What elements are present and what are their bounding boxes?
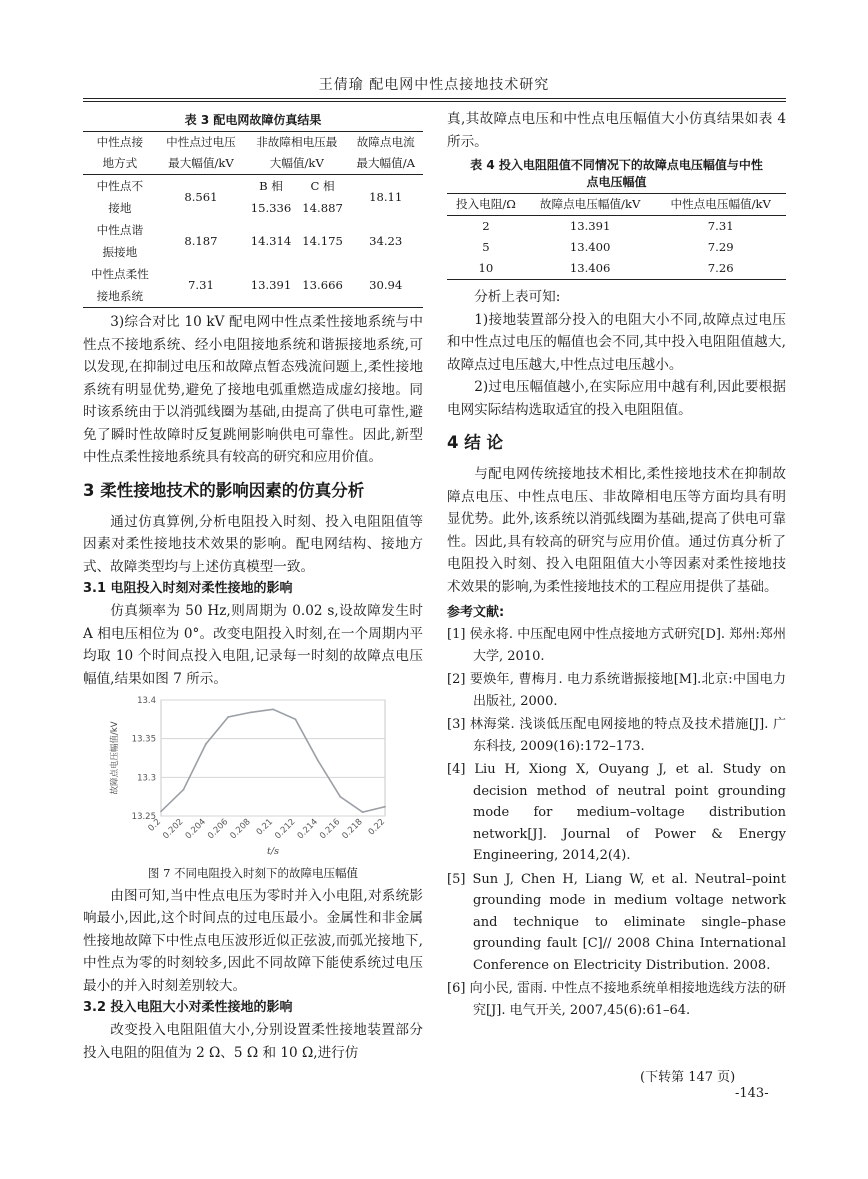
table4-head-np: 中性点电压幅值/kV: [655, 194, 786, 216]
continued-note: (下转第 147 页): [640, 1070, 736, 1085]
y-axis-label: 故障点电压幅值/kV: [110, 721, 120, 795]
data-point: [250, 711, 252, 713]
data-point: [362, 811, 364, 813]
section-3-1-title: 3.1 电阻投入时刻对柔性接地的影响: [83, 581, 293, 596]
left-para-4: 由图可知,当中性点电压为零时并入小电阻,对系统影响最小,因此,这个时间点的过电压最小。金属性和非金属性接地故障下中性点电压波形近似正弦波,而弧光接地下,中性点为零的时刻较多,因此不同故障下能使系统过电压最小的并入时刻差别较大。: [83, 887, 423, 994]
x-tick-label: 0.206: [206, 817, 231, 842]
reference-item: [3] 林海棠. 浅谈低压配电网接地的特点及技术措施[J]. 广东科技, 2009(16):172–173.: [447, 717, 786, 754]
y-tick-label: 13.25: [131, 812, 156, 822]
references-list: [447, 624, 786, 1021]
x-tick-label: 0.202: [161, 817, 186, 842]
left-para-3: 仿真频率为 50 Hz,则周期为 0.02 s,设故障发生时 A 相电压相位为 0°。改变电阻投入时刻,在一个周期内平均取 10 个时间点投入电阻,记录每一时刻的故障点电压幅值,结果如图 7 所示。: [83, 603, 423, 687]
data-point: [384, 806, 386, 808]
table3-head-mode: 中性点接 地方式: [83, 132, 157, 175]
x-tick-label: 0.218: [340, 817, 365, 842]
table3-head-current: 故障点电流 最大幅值/A: [348, 132, 423, 175]
table-row: 10 13.406 7.26: [478, 261, 734, 275]
x-tick-label: 0.22: [366, 817, 388, 838]
data-point: [160, 810, 162, 812]
right-para-d: 与配电网传统接地技术相比,柔性接地技术在抑制故障点电压、中性点电压、非故障相电压等方面均具有明显优势。此外,该系统以消弧线圈为基础,提高了供电可靠性。因此,具有较高的研究与应用价值。通过仿真分析了电阻投入时刻、投入电阻阻值大小等因素对柔性接地技术效果的影响,为柔性接地技术的工程应用提供了基础。: [447, 466, 786, 595]
table-row: 中性点谐 振接地 8.187 14.314 14.175 34.23: [96, 223, 403, 259]
x-tick-label: 0.204: [183, 817, 208, 842]
right-column: [447, 108, 786, 1023]
section-4-title: 4 结 论: [447, 433, 503, 452]
table4-head-r: 投入电阻/Ω: [447, 194, 525, 216]
plot-frame: [161, 700, 385, 816]
left-para-2: 通过仿真算例,分析电阻投入时刻、投入电阻阻值等因素对柔性接地技术效果的影响。配电网结构、接地方式、故障类型均与上述仿真模型一致。: [83, 513, 423, 575]
figure-7-chart: [83, 692, 423, 857]
left-para-1: 3)综合对比 10 kV 配电网中性点柔性接地系统与中性点不接地系统、经小电阻接地系统和谐振接地系统,可以发现,在抑制过电压和故障点暂态残流问题上,柔性接地系统有明显优势,避免了接地电弧重燃造成虚幻接地。同时该系统由于以消弧线圈为基础,由提高了供电可靠性,避免了瞬时性故障时反复跳闸影响供电可靠性。因此,新型中性点柔性接地系统具有较高的研究和应用价值。: [83, 314, 423, 465]
y-tick-label: 13.4: [137, 696, 156, 706]
table3-head-np: 中性点过电压 最大幅值/kV: [157, 132, 245, 175]
x-tick-label: 0.216: [318, 817, 343, 842]
data-point: [227, 716, 229, 718]
x-tick-label: 0.2: [146, 817, 164, 834]
x-tick-label: 0.21: [254, 817, 276, 838]
right-para-b: 1)接地装置部分投入的电阻大小不同,故障点过电压和中性点过电压的幅值也会不同,其中投入电阻阻值越大,故障点过电压越大,中性点过电压越小。: [447, 311, 786, 373]
section-3-2-title: 3.2 投入电阻大小对柔性接地的影响: [83, 1000, 293, 1015]
x-tick-label: 0.212: [273, 817, 298, 842]
table-row: 中性点柔性 接地系统 7.31 13.391 13.666 30.94: [90, 267, 403, 303]
references-title: 参考文献:: [447, 605, 505, 620]
x-tick-label: 0.214: [295, 817, 320, 842]
y-tick-label: 13.35: [131, 734, 156, 745]
section-3-title: 3 柔性接地技术的影响因素的仿真分析: [83, 480, 365, 500]
table4-head-fault: 故障点电压幅值/kV: [525, 194, 656, 216]
x-axis-label: t/s: [267, 846, 279, 857]
data-point: [317, 759, 319, 761]
table-row: 中性点不 接地 8.561 B 相 15.336 C 相 14.887 18.11: [96, 179, 403, 215]
reference-item: [1] 侯永将. 中压配电网中性点接地方式研究[D]. 郑州:郑州大学, 2010.: [447, 627, 786, 664]
figure-7: [83, 692, 423, 865]
reference-item: [5] Sun J, Chen H, Liang W, et al. Neutral–point grounding mode in medium voltage network and technique to eliminate single–phase grounding fault [C]// 2008 China International Conference on Electricity Distribution. 2008.: [447, 871, 786, 973]
table3-head-nonfault: 非故障相电压最 大幅值/kV: [245, 132, 348, 175]
header-rule-inner: [83, 101, 786, 102]
table4: [447, 193, 786, 280]
page-number: -143-: [735, 1086, 769, 1101]
data-point: [183, 789, 185, 791]
table3: [83, 131, 423, 308]
series-line: [161, 709, 385, 812]
table-row: 2 13.391 7.31: [482, 219, 734, 233]
y-tick-label: 13.3: [137, 773, 156, 784]
reference-item: [4] Liu H, Xiong X, Ouyang J, et al. Study on decision method of neutral point grounding mode for medium–voltage distribution network[J]. Journal of Power & Energy Engineering, 2014,2(4).: [447, 762, 786, 863]
table3-title: 表 3 配电网故障仿真结果: [184, 113, 322, 127]
data-point: [205, 743, 207, 745]
figure-7-caption: 图 7 不同电阻投入时刻下的故障电压幅值: [147, 865, 359, 880]
right-para-cont: 真,其故障点电压和中性点电压幅值大小仿真结果如表 4 所示。: [447, 111, 786, 150]
left-column: [83, 108, 423, 1064]
data-point: [272, 708, 274, 710]
data-point: [295, 718, 297, 720]
table-row: 5 13.400 7.29: [482, 240, 734, 254]
header-rule: [83, 98, 786, 99]
reference-item: [6] 向小民, 雷雨. 中性点不接地系统单相接地选线方法的研究[J]. 电气开关, 2007,45(6):61–64.: [447, 981, 786, 1018]
reference-item: [2] 要焕年, 曹梅月. 电力系统谐振接地[M].北京:中国电力出版社, 2000.: [447, 672, 786, 709]
x-tick-label: 0.208: [228, 817, 253, 842]
right-para-a: 分析上表可知:: [474, 289, 561, 305]
right-para-c: 2)过电压幅值越小,在实际应用中越有利,因此要根据电网实际结构选取适宜的投入电阻阻值。: [447, 379, 786, 418]
table4-title: 表 4 投入电阻阻值不同情况下的故障点电压幅值与中性 点电压幅值: [470, 158, 763, 189]
data-point: [339, 796, 341, 798]
running-header: 王倩瑜 配电网中性点接地技术研究: [318, 77, 550, 93]
left-para-5: 改变投入电阻阻值大小,分别设置柔性接地装置部分投入电阻的阻值为 2 Ω、5 Ω 和 10 Ω,进行仿: [83, 1022, 423, 1061]
